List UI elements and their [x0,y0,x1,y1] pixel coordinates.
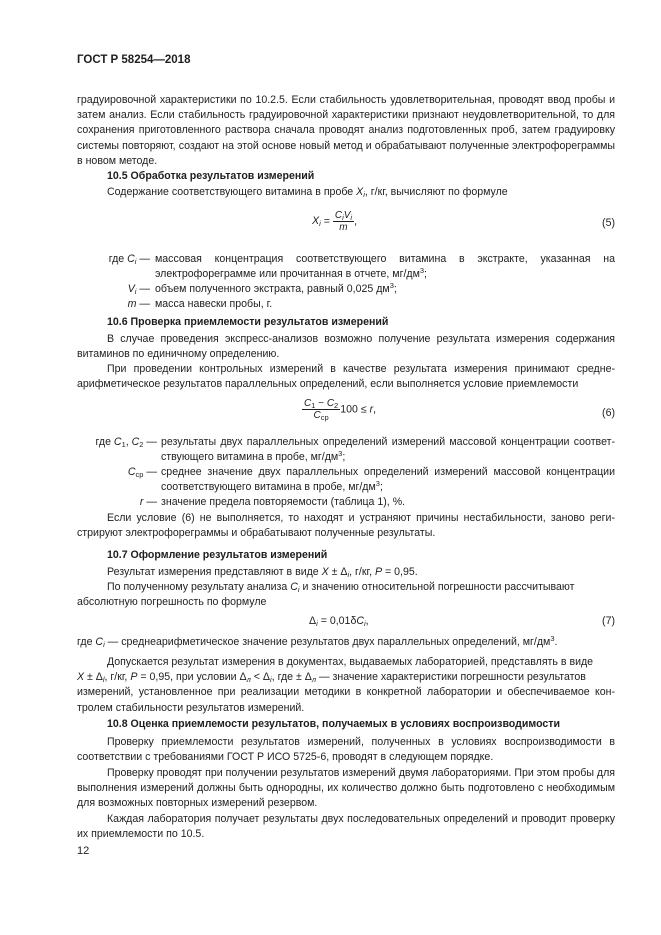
formula-6: $\frac{C_1 - C_2}{C_{ср}}$ 100 ≤ r, [304,398,377,422]
section-10-6-definitions [0,435,661,510]
section-10-8-title: 10.8 Оценка приемлемости результатов, получаемых в условиях воспроизводимости [107,718,560,730]
def-term: r — [139,496,157,508]
equation-number: (7) [602,615,615,627]
section-10-5-title: 10.5 Обработка результатов измерений [107,170,315,182]
section-10-5-definitions [0,252,661,312]
def-text: значение предела повторяемости (таблица 1), %. [161,496,406,508]
def-text: масса навески пробы, г. [155,298,273,310]
section-10-5-paragraph: Содержание соответствующего витамина в пробе $X_i$, г/кг, вычисляют по формуле [107,186,508,199]
def-term: где $C_i$ — [108,253,150,266]
section-10-8-paragraph-3: Каждая лаборатория получает результаты двух последовательных определений и проводит проверку их приемлемости по 10.5. [77,813,615,841]
page-number: 12 [77,845,90,857]
def-term: m — [127,298,150,310]
def-text: массовая концентрация соответствующего витамина в экстракте, указанная на электрофореграмме или прочитанная в отчете, $мг/дм^3$; [155,253,615,281]
section-10-8-paragraph-2: Проверку проводят при получении результатов измерений двумя лабораториями. При этом пробы для выполнения измерений должны быть однородны, их количество должно быть подготовлено с необходимым для возможных повторных измерений резервом. [77,767,615,810]
equation-5 [77,208,615,238]
def-term: $C_{ср}$ — [127,466,157,479]
section-10-7-paragraph-2: По полученному результату анализа $C_i$ и значению относительной погрешности рассчитывают абсолютную погрешность по формуле [77,581,575,609]
section-10-7-definition: где $C_i$ — среднеарифметическое значение результатов двух параллельных определений, $мг/дм^3$. [77,634,558,649]
formula-5: $X_i$ = $\frac{C_iV_i}{m}$ , [312,210,358,233]
section-10-6-title: 10.6 Проверка приемлемости результатов измерений [107,316,389,328]
equation-number: (5) [602,217,615,229]
section-10-6-paragraph-2: При проведении контрольных измерений в качестве результата измерения принимают среднеарифметическое результатов параллельных определений, если выполняется условие приемлемости [77,363,615,391]
section-10-7-paragraph-1: Результат измерения представляют в виде $X \pm \Delta_i$, г/кг, P = 0,95. [107,566,418,579]
section-10-6-paragraph-3: Если условие (6) не выполняется, то находят и устраняют причины нестабильности, заново регистрируют электрофореграммы и обрабатывают полученные результаты. [77,512,615,540]
section-10-7-paragraph-3: Допускается результат измерения в документах, выдаваемых лабораторией, представлять в виде $X \pm \Delta_l$, г/кг, P = 0,95, при условии $\Delta_л < \Delta_i$, где ± $\Delta_л$ — значение характеристики погрешности результатов измерений, установленное при реализации методики в конкретной лаборатории и обеспечиваемое контролем стабильности результатов измерений. [77,656,615,714]
equation-6 [77,398,615,428]
equation-number: (6) [602,407,615,419]
def-term: $V_i$ — [127,283,150,296]
def-text: среднее значение двух параллельных определений измерений массовой концентрации соответствующего витамина в пробе, $мг/дм^3$; [161,466,615,494]
def-text: объем полученного экстракта, равный 0,025 $дм^3$; [155,281,397,295]
def-text: результаты двух параллельных определений измерений массовой концентрации соответствующего витамина в пробе, $мг/дм^3$; [161,436,615,464]
section-10-8-paragraph-1: Проверку приемлемости результатов измерений, полученных в условиях воспроизводимости в соответствии с требованиями ГОСТ Р ИСО 5725-6, проводят в следующем порядке. [77,736,615,764]
formula-7: $\Delta_i = 0,01\delta C_i$, [309,615,369,628]
def-term: где $C_1$, $C_2$ — [95,436,157,449]
page-header: ГОСТ Р 58254—2018 [77,54,191,66]
section-10-7-title: 10.7 Оформление результатов измерений [107,549,328,561]
intro-paragraph: градуировочной характеристики по 10.2.5. Если стабильность удовлетворительная, проводят ввод пробы и затем анализ. Если стабильность градуировочной характеристики признают неудовлетворительной, то для сохранения приготовленного раствора сначала проводят анализ подготовленных проб, затем градуировку системы повторяют, создают на этой основе новый метод и обрабатывают полученные электрофореграммы в новом методе. [77,94,615,167]
section-10-6-paragraph-1: В случае проведения экспресс-анализов возможно получение результата измерения содержания витаминов по единичному определению. [77,333,615,361]
